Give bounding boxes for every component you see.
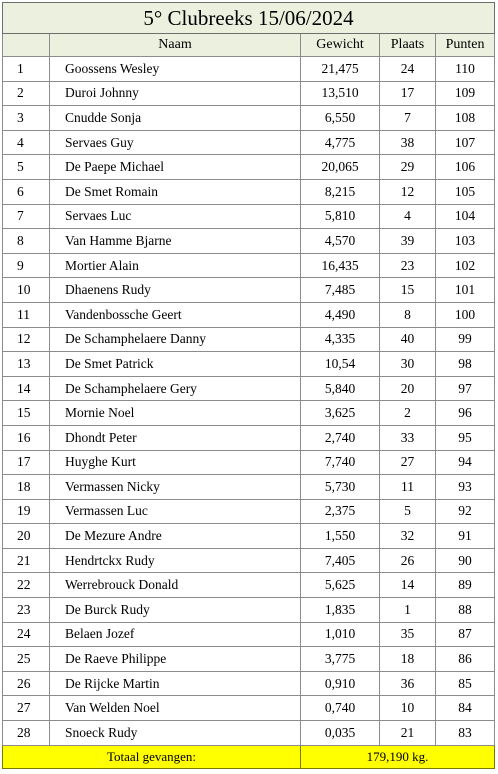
header-naam: Naam xyxy=(50,34,301,57)
name-cell: De Paepe Michael xyxy=(50,155,301,180)
weight-cell: 7,405 xyxy=(301,548,380,573)
rank-cell: 8 xyxy=(3,229,50,254)
table-row xyxy=(3,278,495,303)
weight-cell: 5,840 xyxy=(301,376,380,401)
rank-cell: 1 xyxy=(3,57,50,82)
place-cell: 4 xyxy=(380,204,436,229)
name-cell: Huyghe Kurt xyxy=(50,450,301,475)
points-cell: 108 xyxy=(436,106,495,131)
points-cell: 103 xyxy=(436,229,495,254)
weight-cell: 7,740 xyxy=(301,450,380,475)
rank-cell: 18 xyxy=(3,475,50,500)
name-cell: De Mezure Andre xyxy=(50,524,301,549)
table-row xyxy=(3,524,495,549)
place-cell: 18 xyxy=(380,647,436,672)
table-row xyxy=(3,548,495,573)
rank-cell: 24 xyxy=(3,622,50,647)
place-cell: 1 xyxy=(380,598,436,623)
place-cell: 8 xyxy=(380,302,436,327)
table-row xyxy=(3,57,495,82)
rank-cell: 27 xyxy=(3,696,50,721)
rank-cell: 4 xyxy=(3,130,50,155)
name-cell: Dhondt Peter xyxy=(50,425,301,450)
table-row xyxy=(3,622,495,647)
name-cell: Van Welden Noel xyxy=(50,696,301,721)
points-cell: 101 xyxy=(436,278,495,303)
weight-cell: 20,065 xyxy=(301,155,380,180)
name-cell: De Smet Romain xyxy=(50,179,301,204)
name-cell: Mornie Noel xyxy=(50,401,301,426)
rank-cell: 22 xyxy=(3,573,50,598)
total-label: Totaal gevangen: xyxy=(3,745,301,768)
points-cell: 93 xyxy=(436,475,495,500)
weight-cell: 5,730 xyxy=(301,475,380,500)
rank-cell: 14 xyxy=(3,376,50,401)
weight-cell: 3,625 xyxy=(301,401,380,426)
place-cell: 33 xyxy=(380,425,436,450)
table-row xyxy=(3,155,495,180)
table-row xyxy=(3,401,495,426)
table-row xyxy=(3,130,495,155)
weight-cell: 0,910 xyxy=(301,671,380,696)
table-body xyxy=(3,57,495,746)
table-row xyxy=(3,573,495,598)
table-row xyxy=(3,352,495,377)
rank-cell: 17 xyxy=(3,450,50,475)
name-cell: De Rijcke Martin xyxy=(50,671,301,696)
table-row xyxy=(3,499,495,524)
title-row xyxy=(3,3,495,34)
place-cell: 30 xyxy=(380,352,436,377)
rank-cell: 2 xyxy=(3,81,50,106)
name-cell: Snoeck Rudy xyxy=(50,721,301,746)
points-cell: 94 xyxy=(436,450,495,475)
table-row xyxy=(3,253,495,278)
table-row xyxy=(3,647,495,672)
name-cell: Duroi Johnny xyxy=(50,81,301,106)
name-cell: Dhaenens Rudy xyxy=(50,278,301,303)
weight-cell: 0,035 xyxy=(301,721,380,746)
points-cell: 88 xyxy=(436,598,495,623)
place-cell: 21 xyxy=(380,721,436,746)
place-cell: 15 xyxy=(380,278,436,303)
points-cell: 89 xyxy=(436,573,495,598)
total-row xyxy=(3,745,495,768)
points-cell: 96 xyxy=(436,401,495,426)
weight-cell: 3,775 xyxy=(301,647,380,672)
points-cell: 99 xyxy=(436,327,495,352)
place-cell: 29 xyxy=(380,155,436,180)
place-cell: 12 xyxy=(380,179,436,204)
points-cell: 102 xyxy=(436,253,495,278)
rank-cell: 11 xyxy=(3,302,50,327)
weight-cell: 4,490 xyxy=(301,302,380,327)
weight-cell: 6,550 xyxy=(301,106,380,131)
header-plaats: Plaats xyxy=(380,34,436,57)
place-cell: 40 xyxy=(380,327,436,352)
weight-cell: 4,775 xyxy=(301,130,380,155)
place-cell: 26 xyxy=(380,548,436,573)
table-row xyxy=(3,376,495,401)
name-cell: Hendrtckx Rudy xyxy=(50,548,301,573)
table-row xyxy=(3,696,495,721)
name-cell: De Schamphelaere Danny xyxy=(50,327,301,352)
place-cell: 23 xyxy=(380,253,436,278)
points-cell: 104 xyxy=(436,204,495,229)
name-cell: Belaen Jozef xyxy=(50,622,301,647)
weight-cell: 1,835 xyxy=(301,598,380,623)
name-cell: Van Hamme Bjarne xyxy=(50,229,301,254)
points-cell: 98 xyxy=(436,352,495,377)
points-cell: 87 xyxy=(436,622,495,647)
points-cell: 91 xyxy=(436,524,495,549)
weight-cell: 2,375 xyxy=(301,499,380,524)
results-sheet xyxy=(2,2,494,769)
place-cell: 17 xyxy=(380,81,436,106)
place-cell: 38 xyxy=(380,130,436,155)
results-table xyxy=(2,2,495,769)
name-cell: Werrebrouck Donald xyxy=(50,573,301,598)
weight-cell: 4,335 xyxy=(301,327,380,352)
place-cell: 7 xyxy=(380,106,436,131)
name-cell: Mortier Alain xyxy=(50,253,301,278)
place-cell: 39 xyxy=(380,229,436,254)
rank-cell: 12 xyxy=(3,327,50,352)
place-cell: 36 xyxy=(380,671,436,696)
rank-cell: 6 xyxy=(3,179,50,204)
name-cell: De Burck Rudy xyxy=(50,598,301,623)
table-row xyxy=(3,229,495,254)
points-cell: 109 xyxy=(436,81,495,106)
table-row xyxy=(3,598,495,623)
points-cell: 106 xyxy=(436,155,495,180)
points-cell: 83 xyxy=(436,721,495,746)
table-row xyxy=(3,327,495,352)
name-cell: Vermassen Nicky xyxy=(50,475,301,500)
rank-cell: 16 xyxy=(3,425,50,450)
rank-cell: 5 xyxy=(3,155,50,180)
weight-cell: 10,54 xyxy=(301,352,380,377)
points-cell: 100 xyxy=(436,302,495,327)
table-row xyxy=(3,179,495,204)
place-cell: 10 xyxy=(380,696,436,721)
weight-cell: 7,485 xyxy=(301,278,380,303)
table-row xyxy=(3,475,495,500)
rank-cell: 7 xyxy=(3,204,50,229)
points-cell: 92 xyxy=(436,499,495,524)
weight-cell: 8,215 xyxy=(301,179,380,204)
rank-cell: 10 xyxy=(3,278,50,303)
header-row xyxy=(3,34,495,57)
header-punten: Punten xyxy=(436,34,495,57)
points-cell: 90 xyxy=(436,548,495,573)
place-cell: 32 xyxy=(380,524,436,549)
place-cell: 2 xyxy=(380,401,436,426)
points-cell: 110 xyxy=(436,57,495,82)
weight-cell: 0,740 xyxy=(301,696,380,721)
table-row xyxy=(3,81,495,106)
points-cell: 84 xyxy=(436,696,495,721)
name-cell: De Schamphelaere Gery xyxy=(50,376,301,401)
rank-cell: 28 xyxy=(3,721,50,746)
header-nr xyxy=(3,34,50,57)
place-cell: 27 xyxy=(380,450,436,475)
name-cell: Vandenbossche Geert xyxy=(50,302,301,327)
name-cell: Vermassen Luc xyxy=(50,499,301,524)
table-row xyxy=(3,450,495,475)
rank-cell: 19 xyxy=(3,499,50,524)
name-cell: Cnudde Sonja xyxy=(50,106,301,131)
rank-cell: 20 xyxy=(3,524,50,549)
place-cell: 24 xyxy=(380,57,436,82)
rank-cell: 15 xyxy=(3,401,50,426)
points-cell: 97 xyxy=(436,376,495,401)
total-value: 179,190 kg. xyxy=(301,745,495,768)
place-cell: 5 xyxy=(380,499,436,524)
table-row xyxy=(3,106,495,131)
points-cell: 86 xyxy=(436,647,495,672)
points-cell: 85 xyxy=(436,671,495,696)
table-row xyxy=(3,425,495,450)
weight-cell: 2,740 xyxy=(301,425,380,450)
place-cell: 14 xyxy=(380,573,436,598)
weight-cell: 21,475 xyxy=(301,57,380,82)
rank-cell: 9 xyxy=(3,253,50,278)
points-cell: 107 xyxy=(436,130,495,155)
weight-cell: 4,570 xyxy=(301,229,380,254)
name-cell: De Smet Patrick xyxy=(50,352,301,377)
weight-cell: 1,010 xyxy=(301,622,380,647)
weight-cell: 16,435 xyxy=(301,253,380,278)
table-row xyxy=(3,721,495,746)
weight-cell: 1,550 xyxy=(301,524,380,549)
weight-cell: 13,510 xyxy=(301,81,380,106)
rank-cell: 13 xyxy=(3,352,50,377)
name-cell: Goossens Wesley xyxy=(50,57,301,82)
rank-cell: 3 xyxy=(3,106,50,131)
table-row xyxy=(3,671,495,696)
place-cell: 20 xyxy=(380,376,436,401)
page-title: 5° Clubreeks 15/06/2024 xyxy=(3,3,495,34)
weight-cell: 5,810 xyxy=(301,204,380,229)
rank-cell: 26 xyxy=(3,671,50,696)
name-cell: Servaes Guy xyxy=(50,130,301,155)
table-row xyxy=(3,204,495,229)
rank-cell: 21 xyxy=(3,548,50,573)
name-cell: Servaes Luc xyxy=(50,204,301,229)
points-cell: 105 xyxy=(436,179,495,204)
name-cell: De Raeve Philippe xyxy=(50,647,301,672)
weight-cell: 5,625 xyxy=(301,573,380,598)
rank-cell: 23 xyxy=(3,598,50,623)
place-cell: 35 xyxy=(380,622,436,647)
place-cell: 11 xyxy=(380,475,436,500)
points-cell: 95 xyxy=(436,425,495,450)
rank-cell: 25 xyxy=(3,647,50,672)
table-row xyxy=(3,302,495,327)
header-gewicht: Gewicht xyxy=(301,34,380,57)
